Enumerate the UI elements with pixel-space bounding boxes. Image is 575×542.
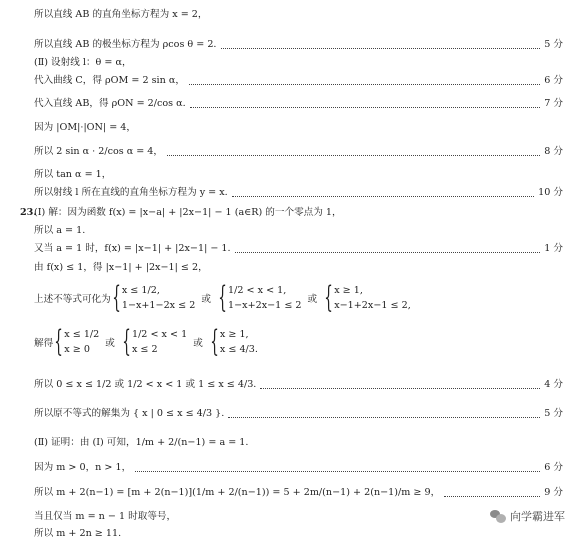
watermark xyxy=(490,508,565,524)
system-2: 1/2 < x < 1, 1−x+2x−1 ≤ 2 xyxy=(228,285,302,311)
q23-inequality-systems: 上述不等式可化为 { x ≤ 1/2, 1−x+1−2x ≤ 2 或 { 1/2 < x < 1, 1−x+2x−1 ≤ 2 或 { x ≥ 1, x−1+2x−1 ≤ 2, xyxy=(34,280,411,315)
system-1: x ≤ 1/2, 1−x+1−2x ≤ 2 xyxy=(121,285,196,311)
q23-solution-set: 所以原不等式的解集为 { x | 0 ≤ x ≤ 4/3 }. 5 分 xyxy=(34,408,563,419)
question-number: 23. xyxy=(20,207,37,218)
line-ab-polar: 所以直线 AB 的极坐标方程为 ρcos θ = 2. 5 分 xyxy=(34,39,563,50)
watermark-text: 向学霸进军 xyxy=(510,510,565,523)
q23-equality: 当且仅当 m = n − 1 时取等号， xyxy=(34,511,177,522)
q23-solution-systems: 解得 { x ≤ 1/2 x ≥ 0 或 { 1/2 < x < 1 x ≤ 2 或 { x ≥ 1, x ≤ 4/3. xyxy=(34,324,258,359)
q23-conditions: 因为 m > 0，n > 1， 6 分 xyxy=(34,462,563,473)
q23-chain: 所以 m + 2(n−1) = [m + 2(n−1)](1/m + 2/(n−1)) = 5 + 2m/(n−1) + 2(n−1)/m ≥ 9， 9 分 xyxy=(34,487,563,498)
line-ray: (Ⅱ) 设射线 l：θ = α， xyxy=(34,57,132,68)
q23-a-value: 所以 a = 1. xyxy=(34,225,86,236)
solution-3: x ≥ 1, x ≤ 4/3. xyxy=(219,329,258,355)
line-eq4: 所以 2 sin α · 2/cos α = 4， 8 分 xyxy=(34,146,563,157)
line-ray-eq: 所以射线 l 所在直线的直角坐标方程为 y = x. 10 分 xyxy=(34,187,563,198)
solution-1: x ≤ 1/2 x ≥ 0 xyxy=(64,329,100,355)
system-3: x ≥ 1, x−1+2x−1 ≤ 2, xyxy=(334,285,411,311)
q23-intro: (Ⅰ) 解：因为函数 f(x) = |x−a| + |2x−1| − 1 (a∈R) 的一个零点为 1， xyxy=(34,207,342,218)
line-ab-sub: 代入直线 AB，得 ρON = 2/cos α. 7 分 xyxy=(34,98,563,109)
q23-from-f: 由 f(x) ≤ 1，得 |x−1| + |2x−1| ≤ 2， xyxy=(34,262,208,273)
line-ab-cartesian: 所以直线 AB 的直角坐标方程为 x = 2， xyxy=(34,9,208,20)
line-curve-sub: 代入曲线 C，得 ρOM = 2 sin α， 6 分 xyxy=(34,75,563,86)
wechat-icon xyxy=(490,510,506,523)
q23-when-a: 又当 a = 1 时，f(x) = |x−1| + |2x−1| − 1. 1 分 xyxy=(34,243,563,254)
solution-2: 1/2 < x < 1 x ≤ 2 xyxy=(131,329,188,355)
line-tan: 所以 tan α = 1， xyxy=(34,169,112,180)
q23-final: 所以 m + 2n ≥ 11. xyxy=(34,528,122,539)
line-product: 因为 |OM|·|ON| = 4， xyxy=(34,122,136,133)
q23-part2: (Ⅱ) 证明：由 (Ⅰ) 可知，1/m + 2/(n−1) = a = 1. xyxy=(34,437,249,448)
q23-range: 所以 0 ≤ x ≤ 1/2 或 1/2 < x < 1 或 1 ≤ x ≤ 4/3. 4 分 xyxy=(34,379,563,390)
